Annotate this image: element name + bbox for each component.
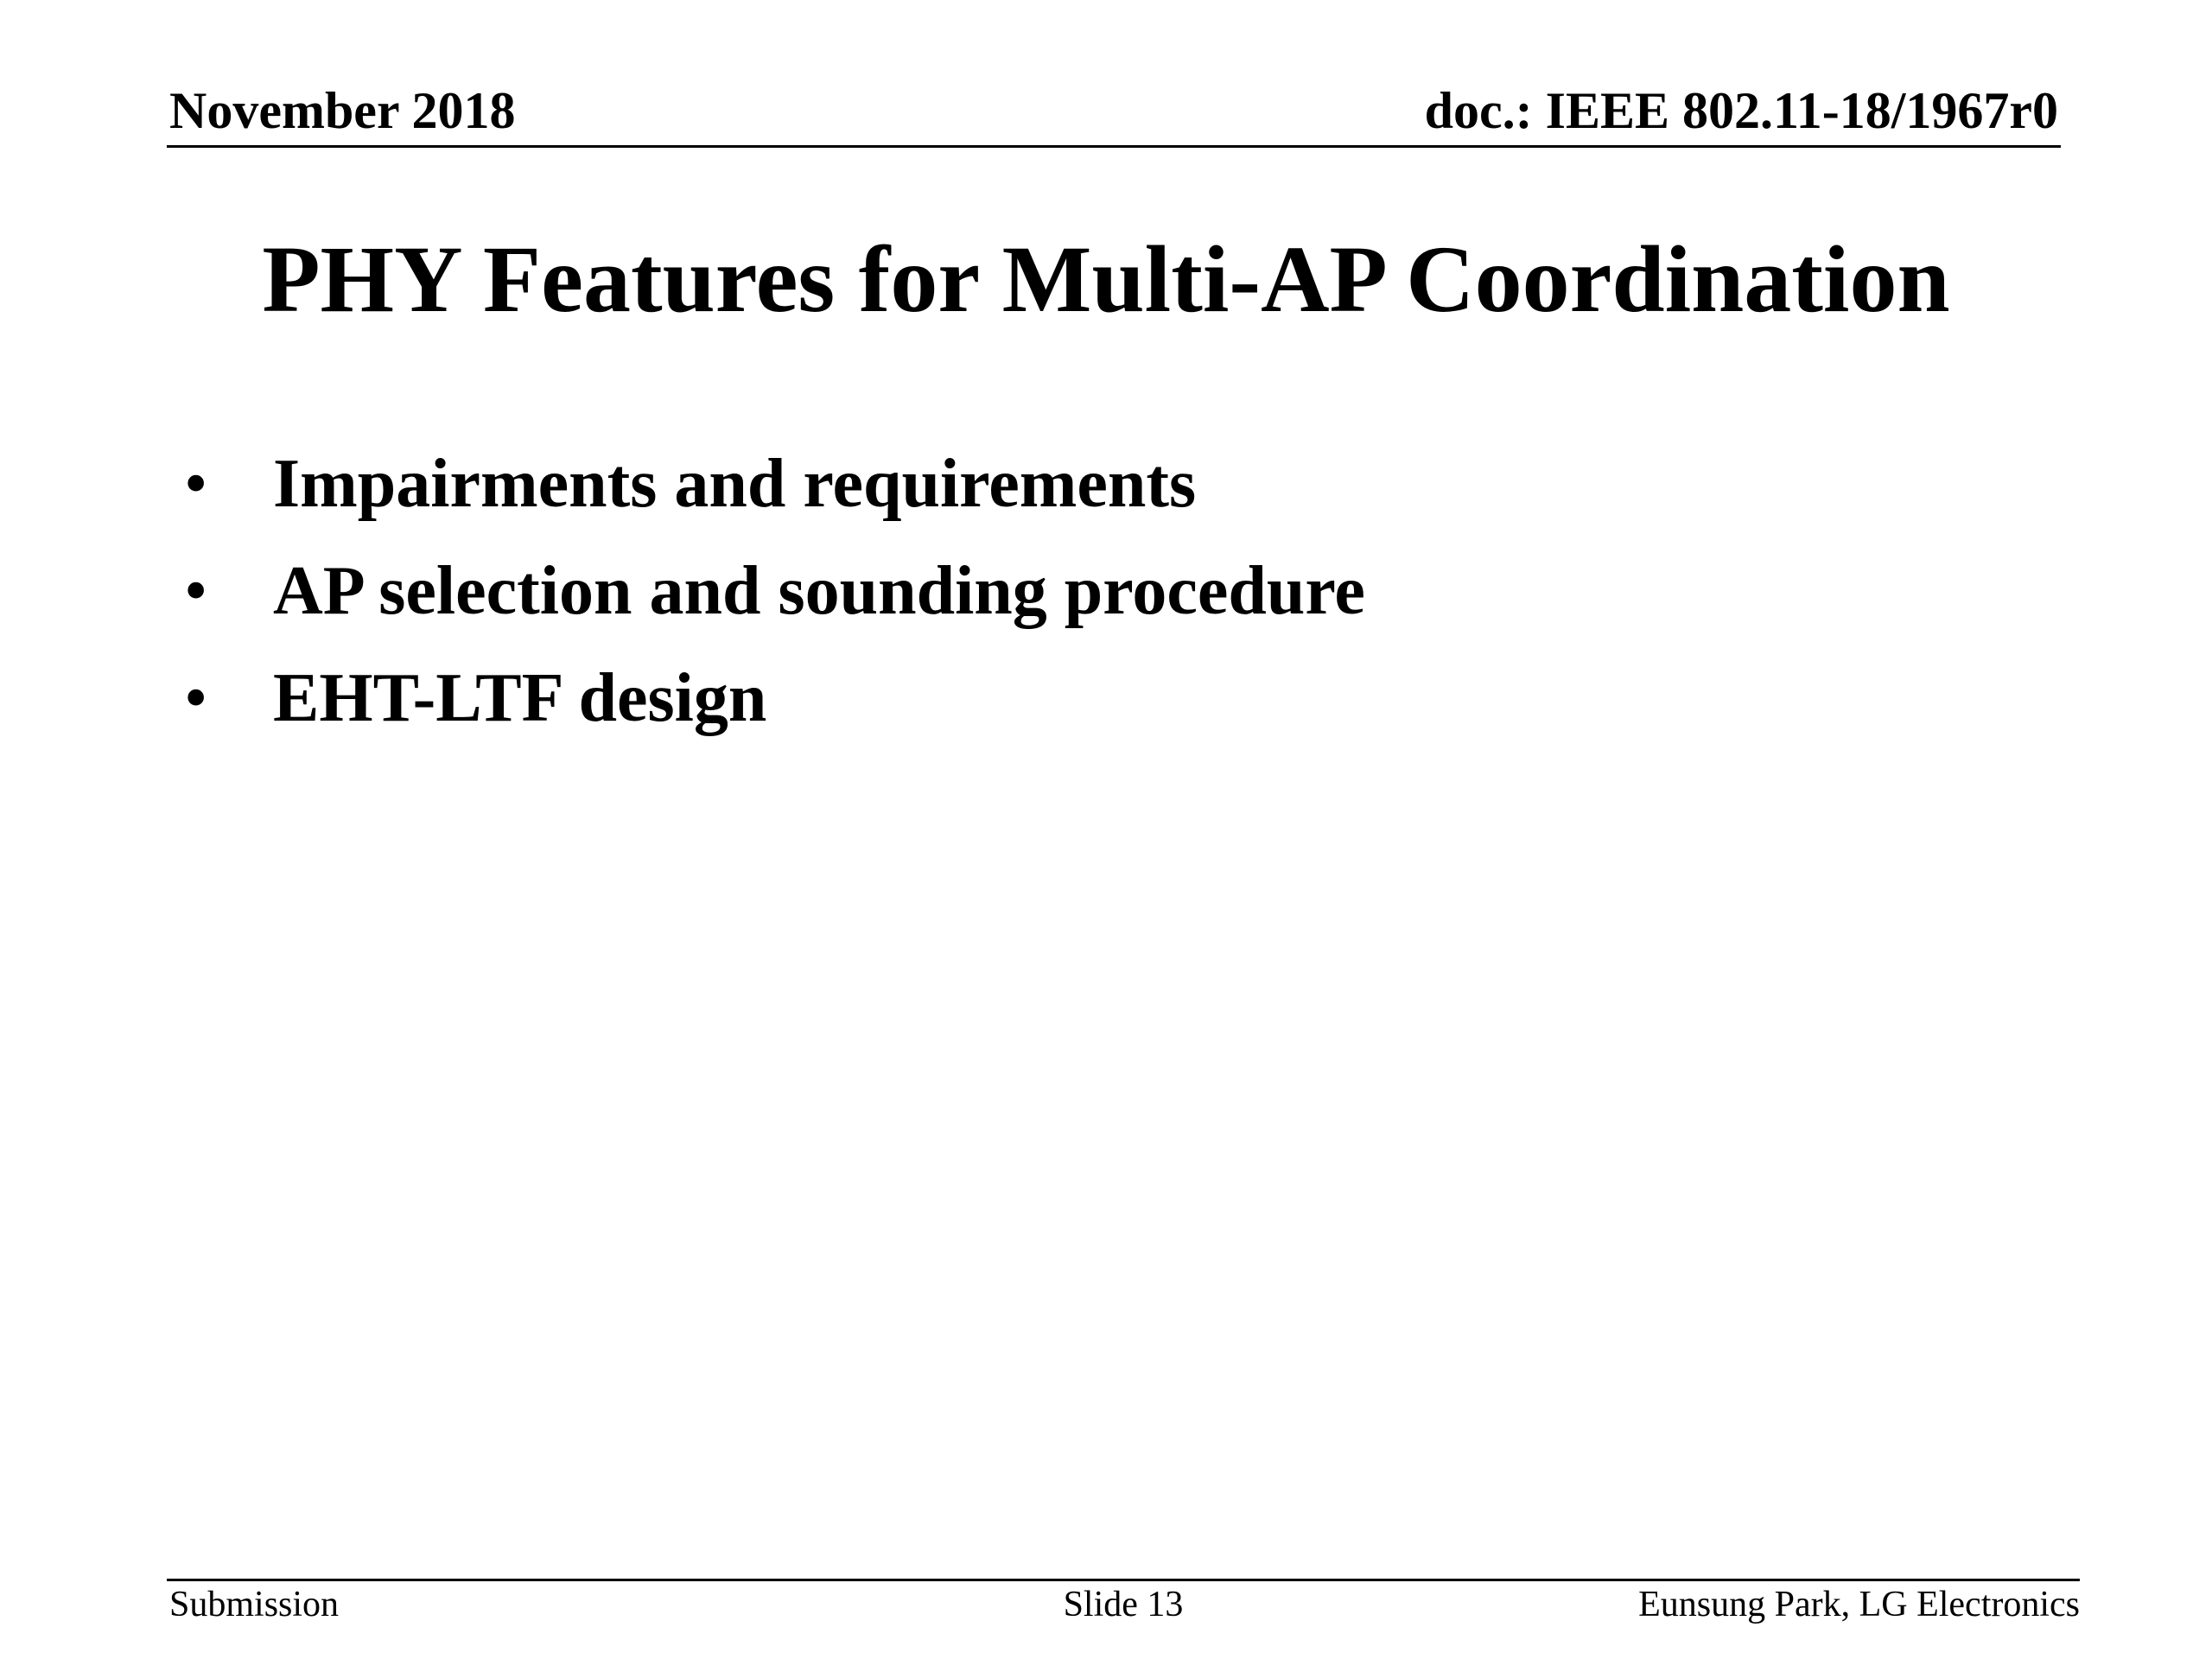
bullet-item [0,552,1901,643]
bullet-text: AP selection and sounding procedure [273,553,1365,629]
bullet-marker: • [184,659,208,734]
bullet-text: Impairments and requirements [273,446,1197,522]
header-document-id: doc.: IEEE 802.11-18/1967r0 [1424,82,2058,139]
bullet-marker: • [184,552,208,627]
footer-author: Eunsung Park, LG Electronics [1638,1585,2080,1624]
bullet-item [0,659,1901,750]
bullet-marker: • [184,445,208,520]
footer-slide-number: Slide 13 [1063,1585,1184,1624]
header-date: November 2018 [169,82,516,139]
header-divider [167,145,2061,148]
bullet-text: EHT-LTF design [273,660,767,736]
bullet-item [0,445,1901,536]
footer-submission: Submission [169,1585,340,1624]
footer-divider [167,1579,2080,1581]
slide-title: PHY Features for Multi-AP Coordination [262,226,1950,332]
